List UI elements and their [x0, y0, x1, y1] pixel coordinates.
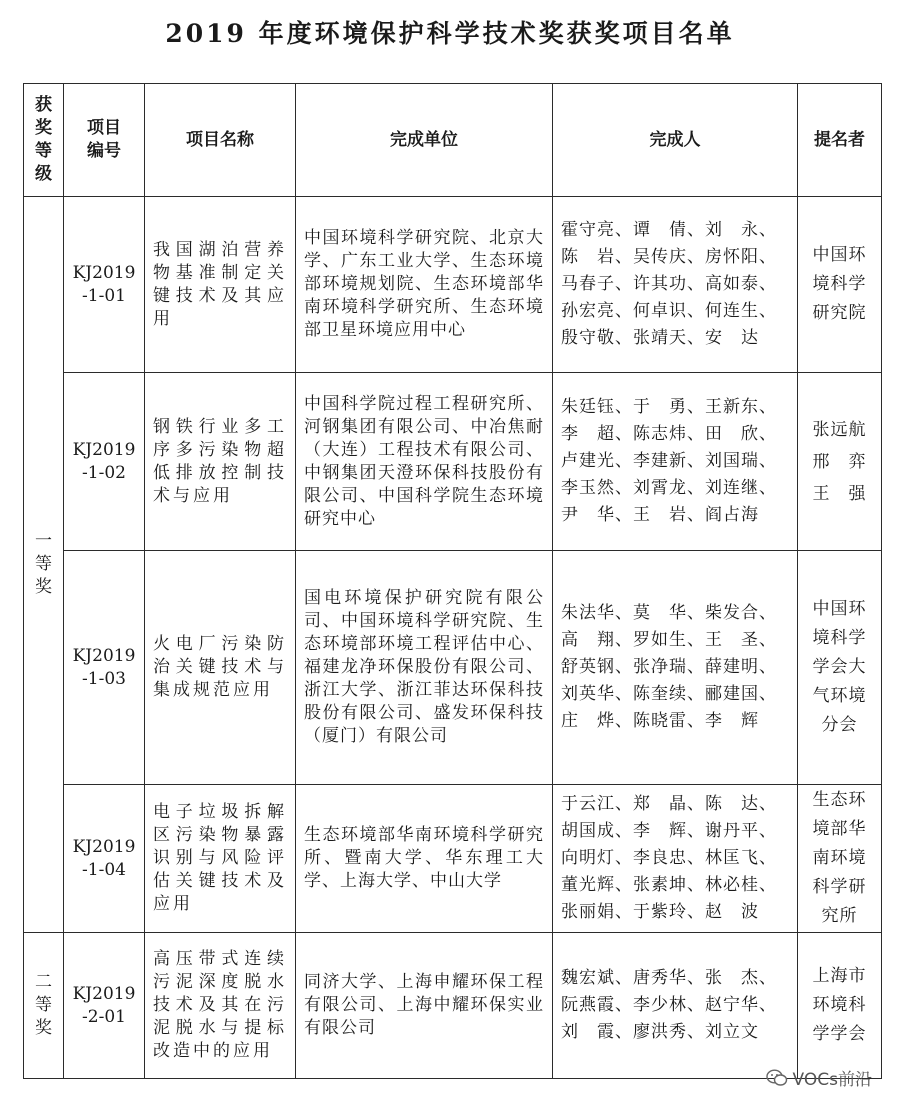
project-id-line: KJ2019 [72, 262, 136, 283]
project-id-line: -2-01 [82, 1006, 126, 1027]
nominator-line: 研究院 [812, 303, 867, 323]
grade-char: 奖 [35, 577, 52, 597]
header-grade-char: 等 [35, 141, 52, 161]
project-id-line: -1-03 [82, 668, 126, 689]
people-line: 董光辉、张素坤、林必桂、 [561, 875, 777, 895]
nominator-line: 环境科 [812, 995, 867, 1015]
people-line: 霍守亮、谭 倩、刘 永、 [561, 220, 777, 240]
nominator-line: 上海市 [812, 966, 867, 986]
header-project-name: 项目名称 [145, 84, 296, 197]
nominator-line: 学学会 [812, 1024, 867, 1044]
units-cell: 国电环境保护研究院有限公司、中国环境科学研究院、生态环境部环境工程评估中心、福建龙净环保股份有限公司、浙江大学、浙江菲达环保科技股份有限公司、盛发环保科技（厦门）有限公司 [296, 551, 553, 785]
units-cell: 同济大学、上海申耀环保工程有限公司、上海中耀环保实业有限公司 [296, 933, 553, 1079]
people-cell [553, 785, 798, 933]
people-cell [553, 551, 798, 785]
table-row [24, 933, 882, 1079]
header-pid-line: 编号 [87, 141, 121, 161]
people-line: 卢建光、李建新、刘国瑞、 [561, 451, 777, 471]
people-line: 刘英华、陈奎续、郦建国、 [561, 684, 777, 704]
project-name-cell: 钢铁行业多工序多污染物超低排放控制技术与应用 [145, 373, 296, 551]
grade-char: 等 [35, 995, 52, 1015]
project-id-cell [64, 197, 145, 373]
people-line: 庄 烨、陈晓雷、李 辉 [561, 711, 759, 731]
grade-char: 一 [35, 531, 52, 551]
grade-label [32, 971, 55, 1040]
grade-char: 奖 [35, 1018, 52, 1038]
grade-cell-second [24, 933, 64, 1079]
nominator-line: 究所 [821, 906, 858, 926]
project-id-cell [64, 785, 145, 933]
people-line: 朱廷钰、于 勇、王新东、 [561, 397, 777, 417]
header-grade-char: 获 [35, 95, 52, 115]
people-cell [553, 933, 798, 1079]
nominator-cell [798, 785, 882, 933]
nominator-line: 气环境 [812, 686, 867, 706]
people-line: 陈 岩、吴传庆、房怀阳、 [561, 247, 777, 267]
grade-label [32, 530, 55, 599]
people-line: 孙宏亮、何卓识、何连生、 [561, 301, 777, 321]
units-cell: 中国科学院过程工程研究所、河钢集团有限公司、中冶焦耐（大连）工程技术有限公司、中钢集团天澄环保科技股份有限公司、中国科学院生态环境研究中心 [296, 373, 553, 551]
people-line: 殷守敬、张靖天、安 达 [561, 328, 759, 348]
people-line: 刘 霞、廖洪秀、刘立文 [561, 1022, 759, 1042]
project-id-line: -1-04 [82, 859, 126, 880]
project-id-line: KJ2019 [72, 439, 136, 460]
grade-cell-first [24, 197, 64, 933]
table-header-row [24, 84, 882, 197]
header-grade-char: 级 [35, 164, 52, 184]
nominator-line: 境科学 [812, 274, 867, 294]
nominator-line: 中国环 [812, 245, 867, 265]
header-grade [24, 84, 64, 197]
header-units: 完成单位 [296, 84, 553, 197]
table-row [24, 551, 882, 785]
project-name-cell: 电子垃圾拆解区污染物暴露识别与风险评估关键技术及应用 [145, 785, 296, 933]
project-id-cell [64, 551, 145, 785]
nominator-line: 科学研 [812, 877, 867, 897]
project-name-cell: 火电厂污染防治关键技术与集成规范应用 [145, 551, 296, 785]
nominator-line: 分会 [821, 715, 858, 735]
project-id-line: KJ2019 [72, 836, 136, 857]
project-id-line: -1-01 [82, 285, 126, 306]
units-cell: 中国环境科学研究院、北京大学、广东工业大学、生态环境部环境规划院、生态环境部华南环境科学研究所、生态环境部卫星环境应用中心 [296, 197, 553, 373]
people-line: 马春子、许其功、高如泰、 [561, 274, 777, 294]
grade-char: 二 [35, 972, 52, 992]
people-line: 向明灯、李良忠、林匡飞、 [561, 848, 777, 868]
header-project-id [64, 84, 145, 197]
grade-char: 等 [35, 554, 52, 574]
nominator-line: 邢 弈 [812, 451, 867, 472]
nominator-line: 中国环 [812, 599, 867, 619]
project-id-cell [64, 933, 145, 1079]
page-title: 2019 年度环境保护科学技术奖获奖项目名单 [165, 19, 735, 48]
people-line: 李 超、陈志炜、田 欣、 [561, 424, 777, 444]
watermark-text: VOCs前沿 [792, 1070, 872, 1090]
table-row [24, 785, 882, 933]
nominator-cell [798, 933, 882, 1079]
people-line: 尹 华、王 岩、阎占海 [561, 505, 759, 525]
nominator-line: 王 强 [812, 483, 867, 504]
people-cell [553, 197, 798, 373]
nominator-line: 生态环 [812, 790, 867, 810]
nominator-line: 境科学 [812, 628, 867, 648]
header-pid-line: 项目 [87, 118, 121, 138]
header-people: 完成人 [553, 84, 798, 197]
table-row [24, 373, 882, 551]
people-line: 阮燕霞、李少林、赵宁华、 [561, 995, 777, 1015]
people-line: 张丽娟、于紫玲、赵 波 [561, 902, 759, 922]
people-line: 舒英钢、张净瑞、薛建明、 [561, 657, 777, 677]
nominator-cell [798, 197, 882, 373]
nominator-cell [798, 551, 882, 785]
people-line: 李玉然、刘霄龙、刘连继、 [561, 478, 777, 498]
project-id-line: KJ2019 [72, 645, 136, 666]
header-nominator: 提名者 [798, 84, 882, 197]
project-id-line: KJ2019 [72, 983, 136, 1004]
people-line: 朱法华、莫 华、柴发合、 [561, 603, 777, 623]
units-cell: 生态环境部华南环境科学研究所、暨南大学、华东理工大学、上海大学、中山大学 [296, 785, 553, 933]
project-id-cell [64, 373, 145, 551]
people-line: 于云江、郑 晶、陈 达、 [561, 794, 777, 814]
wechat-icon [766, 1069, 788, 1087]
people-line: 魏宏斌、唐秀华、张 杰、 [561, 968, 777, 988]
nominator-line: 张远航 [812, 419, 867, 440]
project-name-cell: 高压带式连续污泥深度脱水技术及其在污泥脱水与提标改造中的应用 [145, 933, 296, 1079]
people-cell [553, 373, 798, 551]
watermark [766, 1065, 872, 1090]
nominator-line: 南环境 [812, 848, 867, 868]
project-id-line: -1-02 [82, 462, 126, 483]
header-grade-char: 奖 [35, 118, 52, 138]
table-row [24, 197, 882, 373]
people-line: 胡国成、李 辉、谢丹平、 [561, 821, 777, 841]
nominator-cell [798, 373, 882, 551]
people-line: 高 翔、罗如生、王 圣、 [561, 630, 777, 650]
project-name-cell: 我国湖泊营养物基准制定关键技术及其应用 [145, 197, 296, 373]
nominator-line: 境部华 [812, 819, 867, 839]
awards-table [23, 83, 882, 1079]
nominator-line: 学会大 [812, 657, 867, 677]
